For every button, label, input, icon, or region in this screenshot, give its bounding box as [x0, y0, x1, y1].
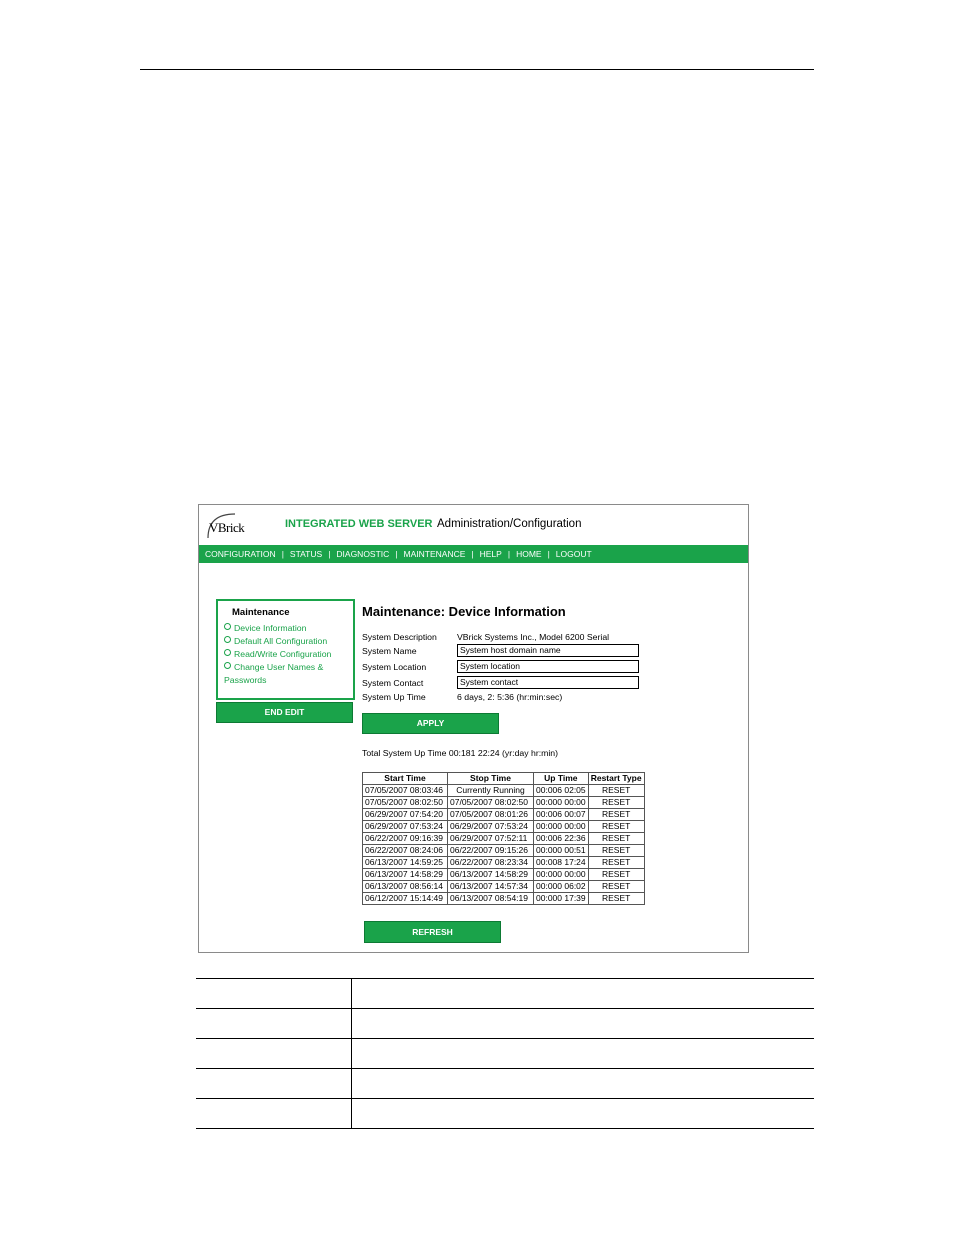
system-contact-label: System Contact: [362, 678, 424, 688]
nav-separator: |: [328, 549, 331, 559]
column-divider: [351, 1099, 352, 1128]
table-row: [363, 869, 645, 881]
column-header-stop-time: Stop Time: [448, 773, 534, 785]
restart-history-table: [362, 772, 645, 905]
sidebar-item-change-user-names[interactable]: [224, 661, 350, 687]
table-cell: 07/05/2007 08:01:26: [448, 809, 534, 821]
system-description-value: VBrick Systems Inc., Model 6200 Serial: [457, 632, 610, 642]
table-cell: 00:000 00:00: [534, 869, 589, 881]
table-cell: 06/29/2007 07:54:20: [363, 809, 448, 821]
nav-separator: |: [395, 549, 398, 559]
table-cell: RESET: [588, 845, 644, 857]
table-cell: 07/05/2007 08:02:50: [363, 797, 448, 809]
table-cell: 06/13/2007 14:58:29: [448, 869, 534, 881]
page-header-rule: [140, 69, 814, 70]
apply-button[interactable]: APPLY: [362, 713, 499, 734]
nav-separator: |: [507, 549, 511, 559]
table-row: [196, 1098, 814, 1129]
table-cell: 06/13/2007 14:57:34: [448, 881, 534, 893]
table-cell: 00:000 06:02: [534, 881, 589, 893]
column-divider: [351, 1009, 352, 1038]
table-cell: Currently Running: [448, 785, 534, 797]
table-cell: RESET: [588, 797, 644, 809]
system-description-label: System Description: [362, 632, 437, 642]
system-uptime-label: System Up Time: [362, 692, 426, 702]
column-header-restart-type: Restart Type: [588, 773, 644, 785]
web-server-screenshot: [198, 504, 749, 953]
table-cell: 00:008 17:24: [534, 857, 589, 869]
nav-configuration[interactable]: CONFIGURATION: [205, 549, 276, 559]
table-row: [196, 1068, 814, 1098]
top-nav: [199, 545, 748, 563]
column-divider: [351, 1069, 352, 1098]
system-location-label: System Location: [362, 662, 427, 672]
bullet-icon: [224, 662, 231, 669]
maintenance-menu: [216, 599, 355, 700]
logo-text: VBrick: [209, 520, 245, 535]
table-row: [363, 821, 645, 833]
document-table-empty: [196, 978, 814, 1129]
table-cell: RESET: [588, 785, 644, 797]
table-row: [196, 1008, 814, 1038]
table-cell: 00:000 00:51: [534, 845, 589, 857]
bullet-icon: [224, 623, 231, 630]
table-cell: 06/13/2007 14:59:25: [363, 857, 448, 869]
table-row: [363, 797, 645, 809]
sidebar-item-device-information[interactable]: [224, 622, 350, 635]
sidebar-item-label: Device Information: [234, 623, 307, 633]
table-cell: 06/13/2007 08:54:19: [448, 893, 534, 905]
app-subtitle: Administration/Configuration: [437, 518, 582, 530]
table-cell: 06/22/2007 08:23:34: [448, 857, 534, 869]
column-header-up-time: Up Time: [534, 773, 589, 785]
table-row: [363, 857, 645, 869]
nav-diagnostic[interactable]: DIAGNOSTIC: [336, 549, 390, 559]
nav-maintenance[interactable]: MAINTENANCE: [403, 549, 466, 559]
nav-separator: |: [281, 549, 284, 559]
column-divider: [351, 979, 352, 1008]
total-system-uptime: Total System Up Time 00:181 22:24 (yr:day hr:min): [362, 748, 559, 758]
table-cell: 07/05/2007 08:03:46: [363, 785, 448, 797]
sidebar-item-label: Change User Names & Passwords: [224, 662, 324, 685]
table-cell: 07/05/2007 08:02:50: [448, 797, 534, 809]
table-cell: 00:000 00:00: [534, 821, 589, 833]
table-cell: 06/22/2007 09:16:39: [363, 833, 448, 845]
table-cell: 06/29/2007 07:53:24: [448, 821, 534, 833]
table-cell: RESET: [588, 833, 644, 845]
table-cell: 06/29/2007 07:53:24: [363, 821, 448, 833]
vbrick-logo: [205, 511, 249, 545]
column-divider: [351, 1039, 352, 1068]
table-cell: 00:006 02:05: [534, 785, 589, 797]
table-cell: RESET: [588, 881, 644, 893]
bullet-icon: [224, 636, 231, 643]
table-row: [363, 809, 645, 821]
table-row: [363, 785, 645, 797]
refresh-button[interactable]: REFRESH: [364, 921, 501, 943]
table-row: [363, 845, 645, 857]
sidebar-item-read-write-configuration[interactable]: [224, 648, 350, 661]
page-title: Maintenance: Device Information: [362, 604, 566, 619]
table-cell: RESET: [588, 821, 644, 833]
table-cell: 06/29/2007 07:52:11: [448, 833, 534, 845]
nav-status[interactable]: STATUS: [289, 549, 323, 559]
nav-separator: |: [547, 549, 550, 559]
table-cell: 06/22/2007 08:24:06: [363, 845, 448, 857]
sidebar-item-label: Read/Write Configuration: [234, 649, 332, 659]
table-cell: 00:006 22:36: [534, 833, 589, 845]
table-row: [363, 893, 645, 905]
table-row: [196, 1038, 814, 1068]
table-cell: 06/13/2007 14:58:29: [363, 869, 448, 881]
nav-separator: |: [471, 549, 474, 559]
table-row: [196, 978, 814, 1008]
table-cell: RESET: [588, 857, 644, 869]
system-contact-input[interactable]: System contact: [457, 676, 639, 689]
table-cell: 00:000 00:00: [534, 797, 589, 809]
system-name-input[interactable]: System host domain name: [457, 644, 639, 657]
nav-logout[interactable]: LOGOUT: [555, 549, 592, 559]
maintenance-menu-title: Maintenance: [232, 607, 290, 618]
table-cell: 06/22/2007 09:15:26: [448, 845, 534, 857]
nav-help[interactable]: HELP: [479, 549, 502, 559]
system-location-input[interactable]: System location: [457, 660, 639, 673]
table-cell: RESET: [588, 893, 644, 905]
system-uptime-value: 6 days, 2: 5:36 (hr:min:sec): [457, 692, 563, 702]
table-row: [363, 833, 645, 845]
table-header-row: [363, 773, 645, 785]
sidebar-item-default-all-configuration[interactable]: [224, 635, 350, 648]
table-cell: RESET: [588, 869, 644, 881]
table-cell: RESET: [588, 809, 644, 821]
nav-home[interactable]: HOME: [516, 549, 542, 559]
app-title: INTEGRATED WEB SERVER: [285, 518, 433, 530]
table-cell: 06/12/2007 15:14:49: [363, 893, 448, 905]
end-edit-button[interactable]: END EDIT: [216, 702, 353, 723]
table-cell: 00:000 17:39: [534, 893, 589, 905]
system-name-label: System Name: [362, 646, 417, 656]
table-cell: 06/13/2007 08:56:14: [363, 881, 448, 893]
bullet-icon: [224, 649, 231, 656]
column-header-start-time: Start Time: [363, 773, 448, 785]
sidebar-item-label: Default All Configuration: [234, 636, 328, 646]
table-cell: 00:006 00:07: [534, 809, 589, 821]
table-row: [363, 881, 645, 893]
